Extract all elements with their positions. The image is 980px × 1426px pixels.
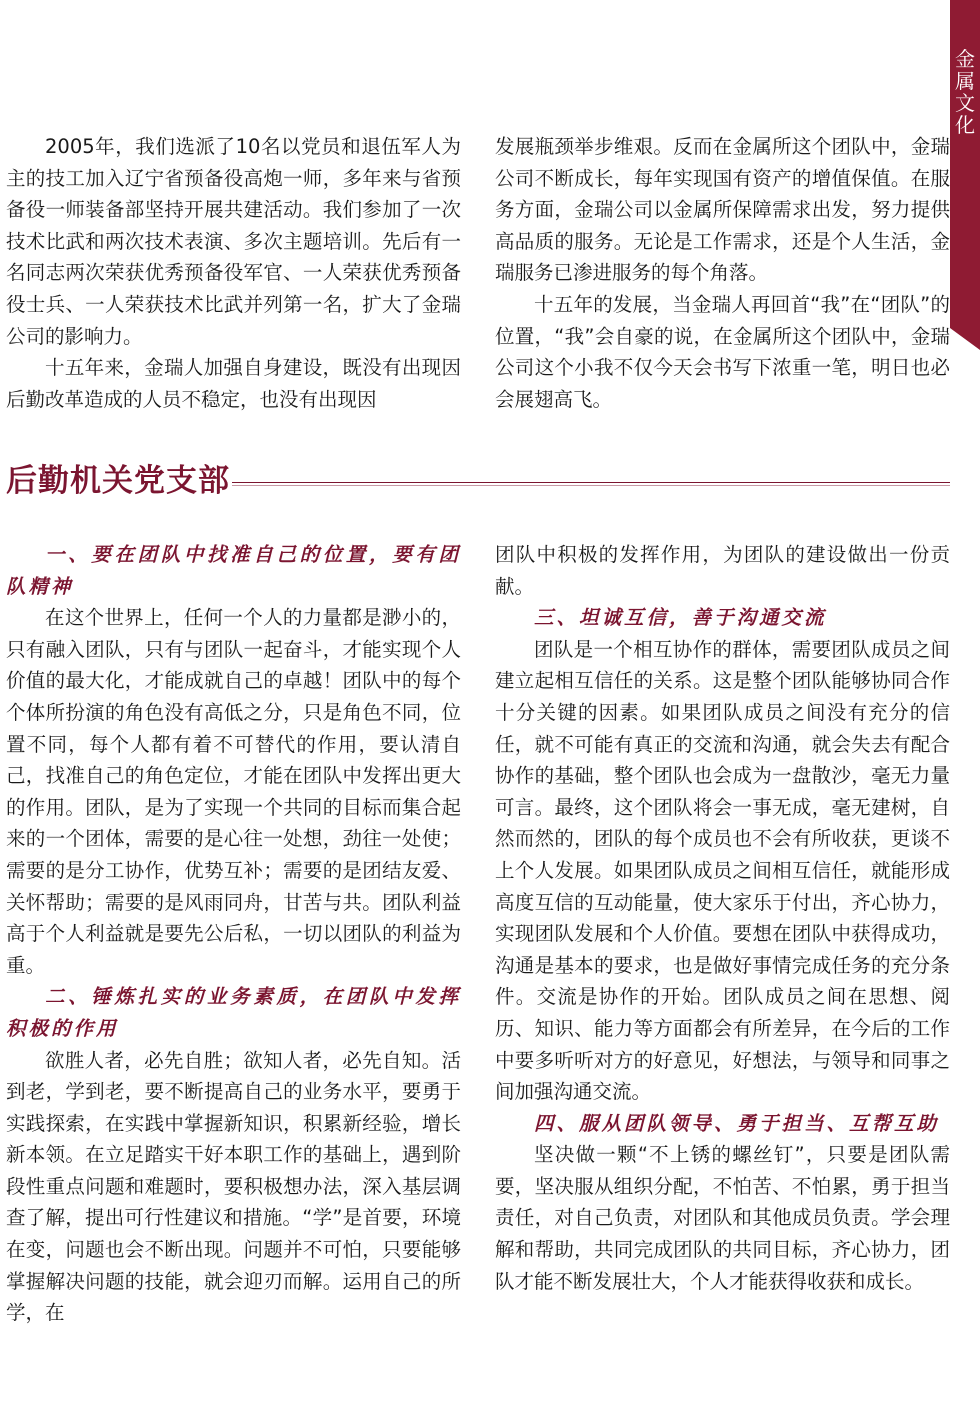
paragraph: 十五年来，金瑞人加强自身建设，既没有出现因后勤改革造成的人员不稳定，也没有出现因 [6, 356, 461, 411]
top-right-column [495, 131, 950, 415]
subheading-3: 三、坦诚互信，善于沟通交流 [534, 606, 827, 630]
paragraph: 发展瓶颈举步维艰。反而在金属所这个团队中，金瑞公司不断成长，每年实现国有资产的增值保值。在服务方面，金瑞公司以金属所保障需求出发，努力提供高品质的服务。无论是工作需求，还是个人生活，金瑞服务已渗进服务的每个角落。 [495, 135, 950, 285]
subheading-2: 二、锤炼扎实的业务素质，在团队中发挥积极的作用 [6, 985, 461, 1040]
section-divider [232, 482, 950, 483]
paragraph: 团队中积极的发挥作用，为团队的建设做出一份贡献。 [495, 543, 950, 598]
paragraph: 团队是一个相互协作的群体，需要团队成员之间建立起相互信任的关系。这是整个团队能够协同合作十分关键的因素。如果团队成员之间没有充分的信任，就不可能有真正的交流和沟通，就会失去有配合协作的基础，整个团队也会成为一盘散沙，毫无力量可言。最终，这个团队将会一事无成，毫无建树，自然而然的，团队的每个成员也不会有所收获，更谈不上个人发展。如果团队成员之间相互信任，就能形成高度互信的互动能量，使大家乐于付出，齐心协力，实现团队发展和个人价值。要想在团队中获得成功，沟通是基本的要求，也是做好事情完成任务的充分条件。交流是协作的开始。团队成员之间在思想、阅历、知识、能力等方面都会有所差异，在今后的工作中要多听听对方的好意见，好想法，与领导和同事之间加强沟通交流。 [495, 637, 950, 1104]
paragraph: 2005年，我们选派了10名以党员和退伍军人为主的技工加入辽宁省预备役高炮一师，多年来与省预备役一师装备部坚持开展共建活动。我们参加了一次技术比武和两次技术表演、多次主题培训。先后有一名同志两次荣获优秀预备役军官、一人荣获优秀预备役士兵、一人荣获技术比武并列第一名，扩大了金瑞公司的影响力。 [6, 135, 461, 348]
paragraph: 坚决做一颗“不上锈的螺丝钉”，只要是团队需要，坚决服从组织分配，不怕苦、不怕累，勇于担当责任，对自己负责，对团队和其他成员负责。学会理解和帮助，共同完成团队的共同目标，齐心协力，团队才能不断发展壮大，个人才能获得收获和成长。 [495, 1143, 950, 1293]
paragraph: 在这个世界上，任何一个人的力量都是渺小的，只有融入团队，只有与团队一起奋斗，才能实现个人价值的最大化，才能成就自己的卓越！团队中的每个个体所扮演的角色没有高低之分，只是角色不同，位置不同，每个人都有着不可替代的作用，要认清自己，找准自己的角色定位，才能在团队中发挥出更大的作用。团队，是为了实现一个共同的目标而集合起来的一个团体，需要的是心往一处想，劲往一处使；需要的是分工协作，优势互补；需要的是团结友爱、关怀帮助；需要的是风雨同舟，甘苦与共。团队利益高于个人利益就是要先公后私，一切以团队的利益为重。 [6, 606, 461, 977]
bottom-left-column [6, 539, 461, 1329]
paragraph: 欲胜人者，必先自胜；欲知人者，必先自知。活到老，学到老，要不断提高自己的业务水平，要勇于实践探索，在实践中掌握新知识，积累新经验，增长新本领。在立足踏实干好本职工作的基础上，遇到阶段性重点问题和难题时，要积极想办法，深入基层调查了解，提出可行性建议和措施。“学”是首要，环境在变，问题也会不断出现。问题并不可怕，只要能够掌握解决问题的技能，就会迎刃而解。运用自己的所学，在 [6, 1048, 461, 1325]
paragraph: 十五年的发展，当金瑞人再回首“我”在“团队”的位置，“我”会自豪的说，在金属所这个团队中，金瑞公司这个小我不仅今天会书写下浓重一笔，明日也必会展翅高飞。 [495, 292, 950, 411]
subheading-1: 一、要在团队中找准自己的位置，要有团队精神 [6, 543, 461, 598]
top-left-column [6, 131, 461, 415]
section-tab-label: 金属文化 [955, 47, 975, 137]
bottom-right-column [495, 539, 950, 1297]
section-heading: 后勤机关党支部 [6, 463, 230, 499]
subheading-4: 四、服从团队领导、勇于担当、互帮互助 [534, 1111, 940, 1135]
